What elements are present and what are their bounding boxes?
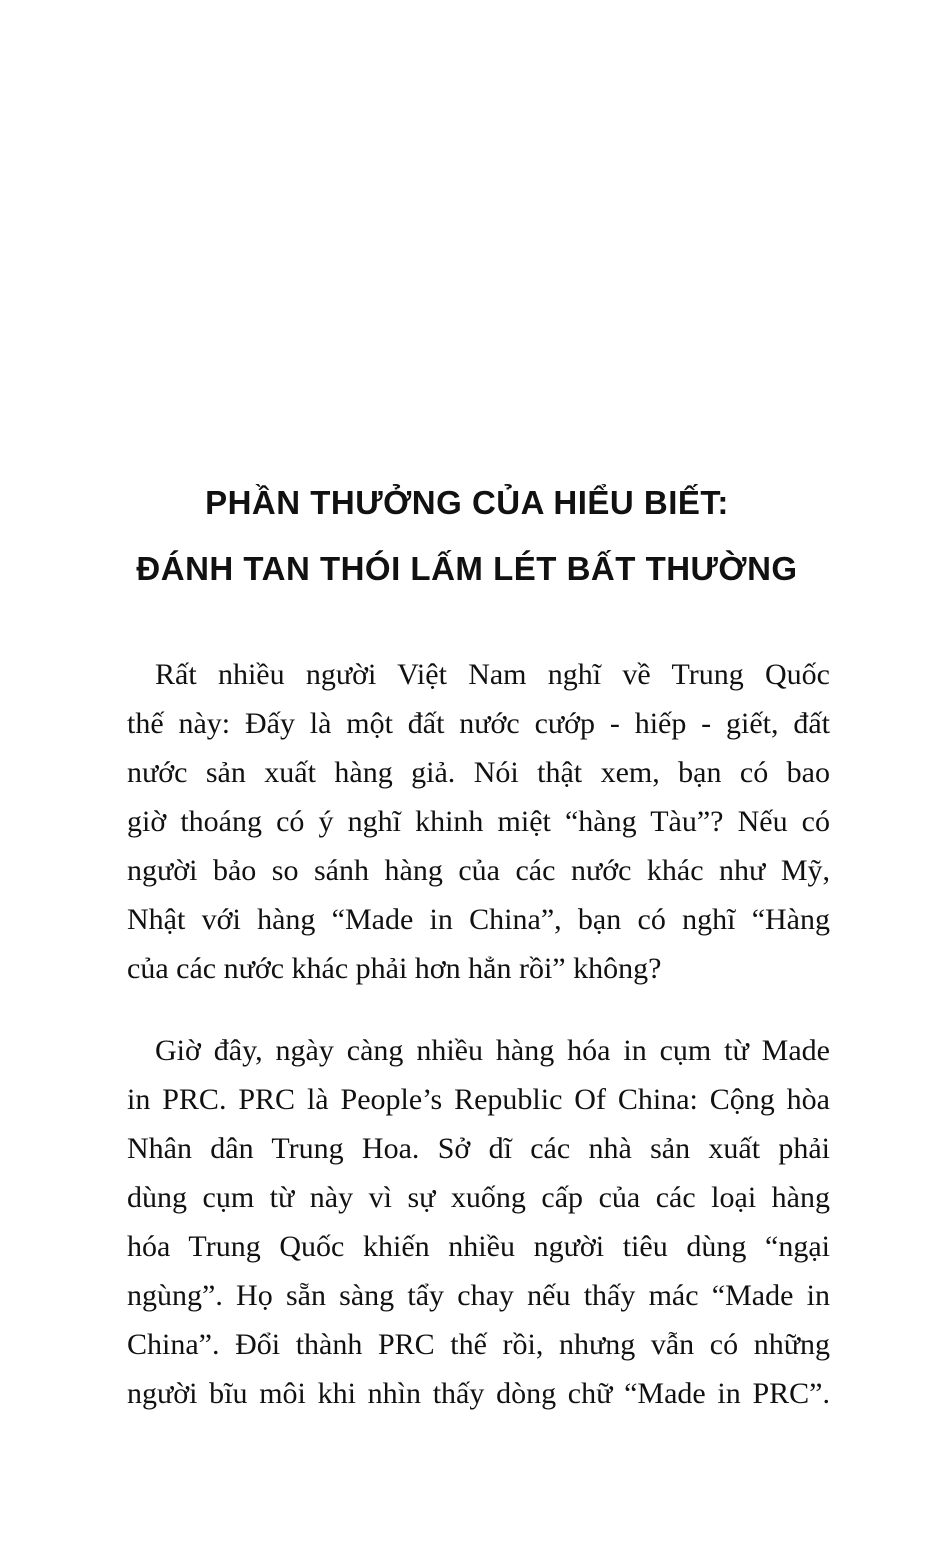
heading-line-1: PHẦN THƯỞNG CỦA HIỂU BIẾT:	[205, 484, 729, 521]
text-line: China”. Đổi thành PRC thế rồi, nhưng vẫn có những	[127, 1328, 830, 1361]
text-line: Giờ đây, ngày càng nhiều hàng hóa in cụm từ Made	[155, 1034, 830, 1067]
text-line: dùng cụm từ này vì sự xuống cấp của các loại hàng	[127, 1181, 830, 1214]
text-line: in PRC. PRC là People’s Republic Of China: Cộng hòa	[127, 1083, 830, 1116]
text-line: người bảo so sánh hàng của các nước khác như Mỹ,	[127, 854, 830, 887]
text-line: của các nước khác phải hơn hẳn rồi” không?	[127, 952, 662, 985]
text-line: ngùng”. Họ sẵn sàng tẩy chay nếu thấy mác “Made in	[127, 1279, 830, 1312]
paragraph-1	[127, 650, 830, 993]
chapter-heading	[0, 470, 934, 602]
text-line: Rất nhiều người Việt Nam nghĩ về Trung Quốc	[155, 658, 830, 691]
heading-line-2: ĐÁNH TAN THÓI LẤM LÉT BẤT THƯỜNG	[136, 550, 798, 587]
text-line: nước sản xuất hàng giả. Nói thật xem, bạn có bao	[127, 756, 830, 789]
text-line: Nhân dân Trung Hoa. Sở dĩ các nhà sản xuất phải	[127, 1132, 830, 1165]
text-line: người bĩu môi khi nhìn thấy dòng chữ “Made in PRC”.	[127, 1377, 830, 1410]
text-line: giờ thoáng có ý nghĩ khinh miệt “hàng Tàu”? Nếu có	[127, 805, 830, 838]
paragraph-2	[127, 1026, 830, 1418]
text-line: Nhật với hàng “Made in China”, bạn có nghĩ “Hàng	[127, 903, 830, 936]
text-line: thế này: Đấy là một đất nước cướp - hiếp - giết, đất	[127, 707, 830, 740]
text-line: hóa Trung Quốc khiến nhiều người tiêu dùng “ngại	[127, 1230, 830, 1263]
